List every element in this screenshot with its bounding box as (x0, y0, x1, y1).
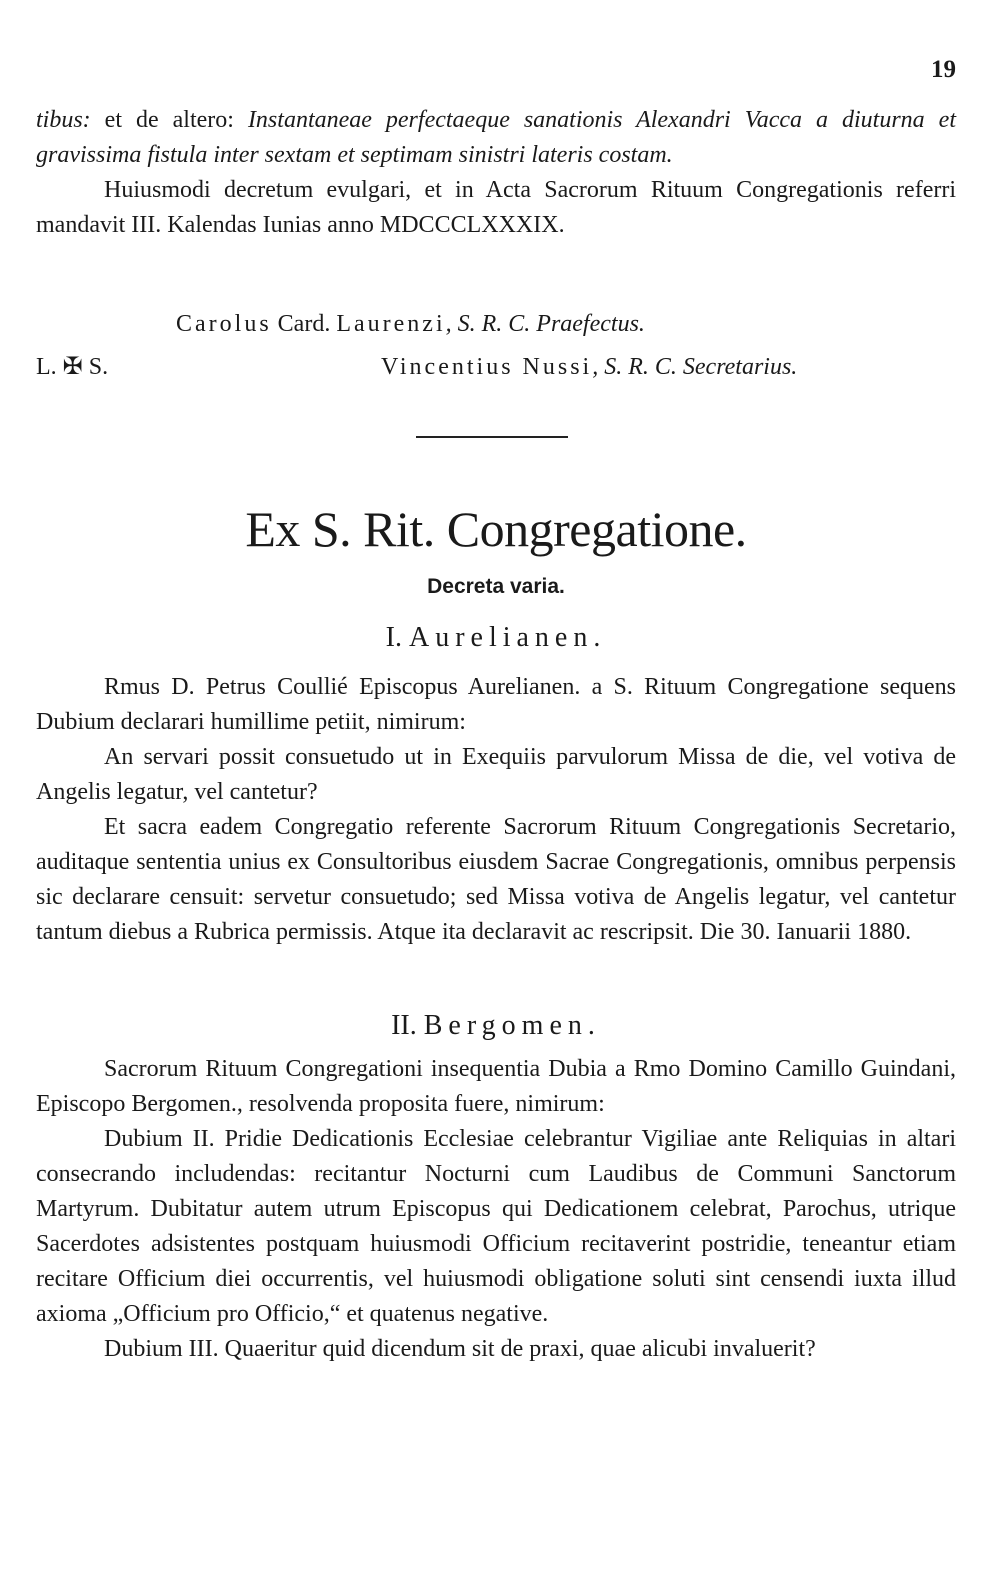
section-1-numeral: I. (385, 622, 402, 653)
section-2-numeral: II. (391, 1010, 417, 1041)
secretary-signature (36, 350, 956, 385)
opening-text (36, 103, 956, 173)
opening-block (36, 103, 956, 243)
prefect-signature (36, 307, 956, 342)
opening-connector: et de altero: (90, 107, 248, 133)
section-1-body (36, 670, 956, 950)
section-2-title: Bergomen. (423, 1010, 601, 1041)
section-1-heading (36, 622, 956, 654)
main-heading: Ex S. Rit. Congregatione. (245, 501, 747, 557)
section-2-paragraph: Dubium III. Quaeritur quid dicendum sit de praxi, quae alicubi invaluerit? (104, 1336, 816, 1362)
opening-miracle-title: Instantaneae perfectaeque sanationis Alexandri Vacca a diuturna et gravissima fistula inter sextam et septimam sinistri lateris costam. (36, 107, 956, 168)
section-1-paragraph: An servari possit consuetudo ut in Exequiis parvulorum Missa de die, vel votiva de Angelis legatur, vel cantetur? (36, 744, 956, 805)
section-2-body (36, 1052, 956, 1367)
prefect-role: , S. R. C. Praefectus. (445, 311, 645, 337)
prefect-name: Carolus (176, 311, 272, 337)
section-2-paragraph: Dubium II. Pridie Dedicationis Ecclesiae celebrantur Vigiliae ante Reliquias in altari consecrando includendas: recitantur Nocturni cum Laudibus de Communi Sanctorum Martyrum. Dubitatur autem utrum Episcopus qui Dedicationem celebrat, Parochus, utrique Sacerdotes adsistentes postquam huiusmodi Officium recitaverint postridie, teneantur etiam recitare Officium diei occurrentis, vel huiusmodi obligatione soluti sint censendi iuxta illud axioma „Officium pro Officio,“ et quatenus negative. (36, 1126, 956, 1327)
decree-paragraph: Huiusmodi decretum evulgari, et in Acta Sacrorum Rituum Congregationis referri mandavit III. Kalendas Iunias anno MDCCCLXXXIX. (36, 177, 956, 238)
sub-heading: Decreta varia. (427, 575, 565, 598)
section-1-paragraph: Et sacra eadem Congregatio referente Sacrorum Rituum Congregationis Secretario, auditaque sententia unius ex Consultoribus eiusdem Sacrae Congregationis, omnibus perpensis sic declarare censuit: servetur consuetudo; sed Missa votiva de Angelis legatur, vel cantetur tantum diebus a Rubrica permissis. Atque ita declaravit ac rescripsit. Die 30. Ianuarii 1880. (36, 814, 956, 945)
page-number: 19 (931, 56, 956, 83)
prefect-title: Card. (271, 311, 337, 337)
section-2-heading (36, 1010, 956, 1042)
prefect-surname: Laurenzi (336, 311, 446, 337)
section-1-paragraph: Rmus D. Petrus Coullié Episcopus Aurelianen. a S. Rituum Congregatione sequens Dubium declarari humillime petiit, nimirum: (36, 674, 956, 735)
separator-rule (416, 436, 568, 438)
section-2-paragraph: Sacrorum Rituum Congregationi insequentia Dubia a Rmo Domino Camillo Guindani, Episcopo Bergomen., resolvenda proposita fuere, nimirum: (36, 1056, 956, 1117)
section-1-title: Aurelianen. (408, 622, 607, 653)
seal-mark: L. ✠ S. (36, 354, 109, 380)
secretary-role: , S. R. C. Secretarius. (592, 354, 798, 380)
document-page (36, 0, 956, 1581)
secretary-name: Vincentius Nussi (381, 354, 593, 380)
opening-lead: tibus: (36, 107, 91, 133)
